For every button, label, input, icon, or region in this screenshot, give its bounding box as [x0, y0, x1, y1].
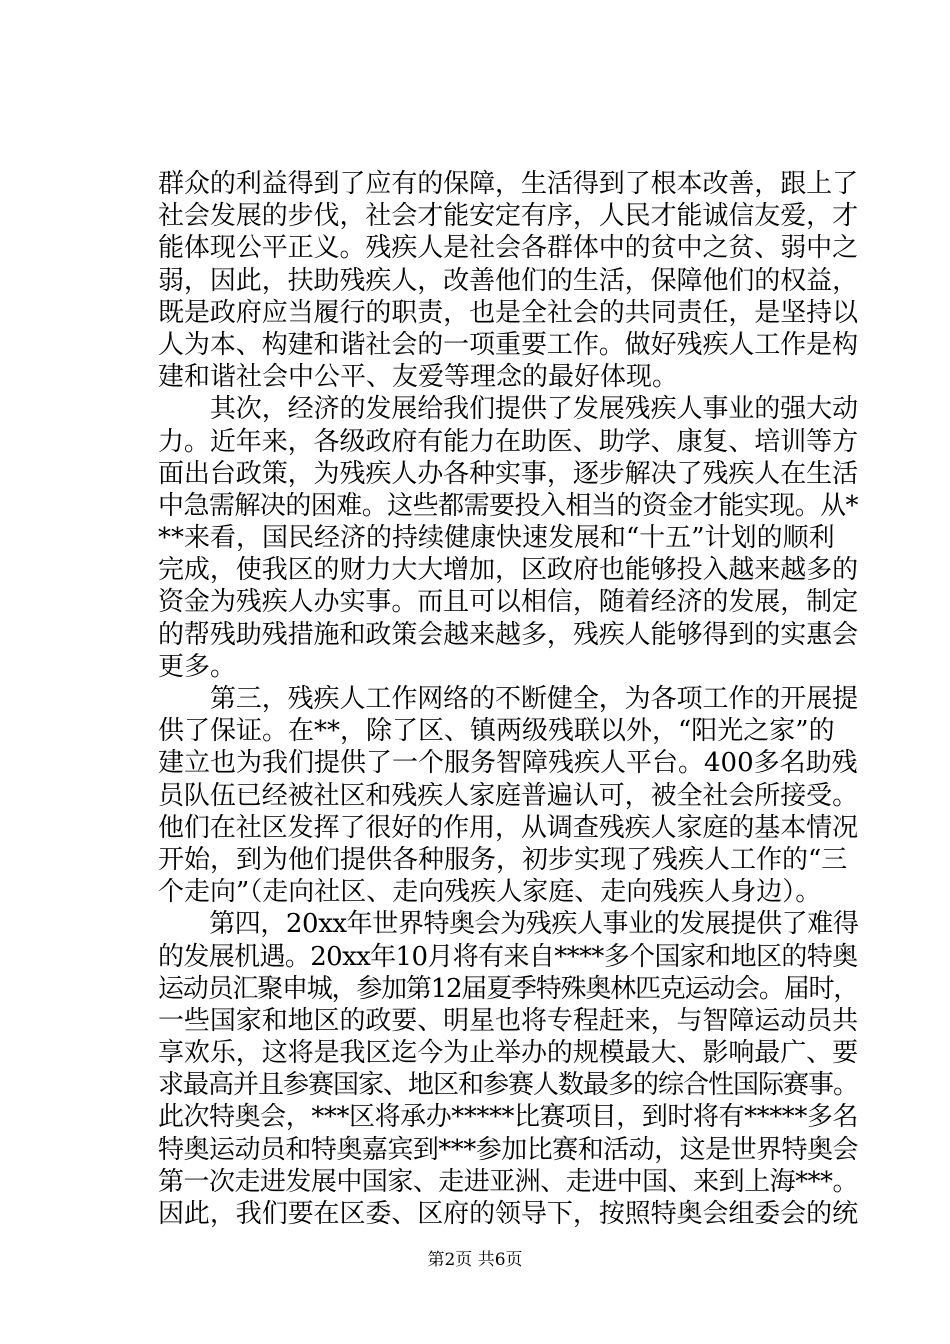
- text-line: 中急需解决的困难。这些都需要投入相当的资金才能实现。从*: [158, 490, 859, 521]
- text-line: 其次，经济的发展给我们提供了发展残疾人事业的强大动: [158, 394, 859, 425]
- text-line: 第三，残疾人工作网络的不断健全，为各项工作的开展提: [158, 684, 859, 714]
- text-line: 开始，到为他们提供各种服务，初步实现了残疾人工作的“三: [158, 844, 848, 875]
- text-line: 完成，使我区的财力大大增加，区政府也能够投入越来越多的: [158, 555, 859, 586]
- text-line: 的帮残助残措施和政策会越来越多，残疾人能够得到的实惠会: [158, 619, 859, 650]
- text-line: 享欢乐，这将是我区迄今为止举办的规模最大、影响最广、要: [158, 1038, 859, 1069]
- text-line: 第一次走进发展中国家、走进亚洲、走进中国、来到上海***。: [158, 1166, 859, 1197]
- text-line: 的发展机遇。20xx年10月将有来自****多个国家和地区的特奥: [158, 941, 858, 972]
- text-line: **来看，国民经济的持续健康快速发展和“十五”计划的顺利: [158, 523, 835, 554]
- text-line: 社会发展的步伐，社会才能安定有序，人民才能诚信友爱，才: [158, 201, 859, 232]
- text-line: 运动员汇聚申城，参加第12届夏季特殊奥林匹克运动会。届时，: [158, 973, 859, 1004]
- text-line: 面出台政策，为残疾人办各种实事，逐步解决了残疾人在生活: [158, 458, 859, 489]
- text-line: 第四，20xx年世界特奥会为残疾人事业的发展提供了难得: [158, 909, 859, 940]
- text-line: 资金为残疾人办实事。而且可以相信，随着经济的发展，制定: [158, 587, 859, 618]
- text-line: 他们在社区发挥了很好的作用，从调查残疾人家庭的基本情况: [158, 812, 859, 843]
- text-line: 建和谐社会中公平、友爱等理念的最好体现。: [158, 362, 679, 393]
- text-line: 因此，我们要在区委、区府的领导下，按照特奥会组委会的统: [158, 1199, 859, 1229]
- text-line: 更多。: [158, 651, 237, 682]
- text-line: 求最高并且参赛国家、地区和参赛人数最多的综合性国际赛事。: [158, 1070, 859, 1101]
- text-line: 人为本、构建和谐社会的一项重要工作。做好残疾人工作是构: [158, 329, 859, 360]
- text-line: 供了保证。在**，除了区、镇两级残联以外，“阳光之家”的: [158, 716, 835, 747]
- text-line: 个走向”（走向社区、走向残疾人家庭、走向残疾人身边）。: [158, 877, 822, 908]
- text-line: 弱，因此，扶助残疾人，改善他们的生活，保障他们的权益，: [158, 265, 859, 296]
- text-line: 力。近年来，各级政府有能力在助医、助学、康复、培训等方: [158, 426, 859, 457]
- text-line: 群众的利益得到了应有的保障，生活得到了根本改善，跟上了: [158, 169, 859, 199]
- text-line: 既是政府应当履行的职责，也是全社会的共同责任，是坚持以: [158, 297, 859, 328]
- text-line: 员队伍已经被社区和残疾人家庭普遍认可，被全社会所接受。: [158, 780, 859, 811]
- text-line: 特奥运动员和特奥嘉宾到***参加比赛和活动，这是世界特奥会: [158, 1134, 859, 1165]
- text-line: 此次特奥会，***区将承办*****比赛项目，到时将有*****多名: [158, 1102, 859, 1133]
- page-footer: 第2页 共6页: [427, 1250, 523, 1270]
- text-line: 建立也为我们提供了一个服务智障残疾人平台。400多名助残: [158, 748, 858, 779]
- text-line: 一些国家和地区的政要、明星也将专程赶来，与智障运动员共: [158, 1005, 859, 1036]
- text-line: 能体现公平正义。残疾人是社会各群体中的贫中之贫、弱中之: [158, 233, 859, 264]
- body-text: [158, 168, 858, 1230]
